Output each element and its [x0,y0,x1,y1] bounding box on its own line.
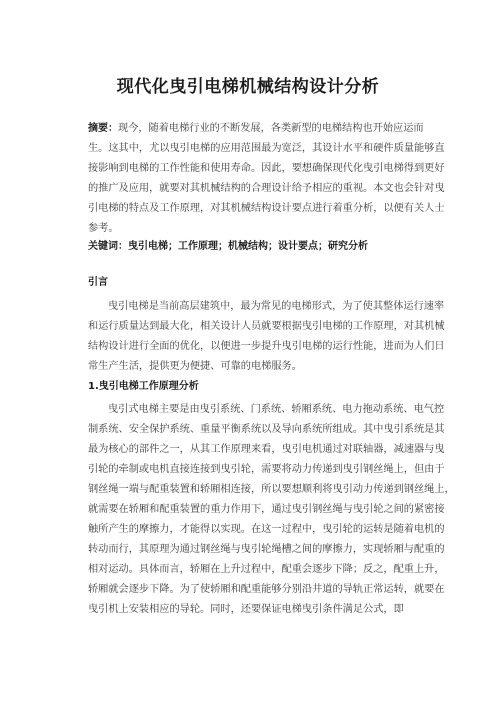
intro-line: 和运行质量达到最大化，相关设计人员就要根据曳引电梯的工作原理，对其机械 [88,321,445,332]
intro-paragraph [88,297,445,377]
intro-line: 结构设计进行全面的优化，以便进一步提升曳引电梯的运行性能，进而为人们日 [88,341,445,352]
section-1-paragraph [88,400,455,620]
intro-heading: 引言 [88,277,108,288]
abstract-line: 引电梯的特点及工作原理，对其机械结构设计要点进行着重分析，以便有关人士 [88,203,445,214]
abstract-line: 接影响到电梯的工作性能和使用寿命。因此，要想确保现代化曳引电梯得到更好 [88,163,445,174]
abstract-first-line [88,119,424,139]
section-1-line: 轿厢就会逐步下降。为了使轿厢和配重能够分别沿井道的导轨正常运转，就要在 [88,584,445,595]
section-1-heading: 1.曳引电梯工作原理分析 [88,381,199,392]
paper-title: 现代化曳引电梯机械结构设计分析 [116,77,380,97]
section-1-line: 相对运动。具体而言，轿厢在上升过程中，配重会逐步下降；反之，配重上升， [88,564,445,575]
section-1-line: 钢丝绳一端与配重装置和轿厢相连接，所以要想顺利将曳引动力传递到钢丝绳上， [88,484,455,495]
section-1-line: 就需要在轿厢和配重装置的重力作用下，通过曳引钢丝绳与曳引轮之间的紧密接 [88,504,445,515]
section-1-line: 触所产生的摩擦力，才能得以实现。在这一过程中，曳引轮的运转是随着电机的 [88,524,445,535]
abstract-line: 参考。 [88,223,119,234]
section-1-line: 曳引机上安装相应的导轮。同时，还要保证电梯曳引条件满足公式，即 [88,604,404,615]
abstract-paragraph [88,119,445,239]
abstract-line: 的推广及应用，就要对其机械结构的合理设计给予相应的重视。本文也会针对曳 [88,183,445,194]
keywords-line: 关键词：曳引电梯；工作原理；机械结构；设计要点；研究分析 [88,241,368,252]
section-1-line: 转动而行，其原理为通过钢丝绳与曳引轮绳槽之间的摩擦力，实现轿厢与配重的 [88,544,445,555]
abstract-line: 生。这其中，尤以曳引电梯的应用范围最为宽泛，其设计水平和硬件质量能够直 [88,143,445,154]
section-1-line: 最为核心的部件之一，从其工作原理来看，曳引电机通过对联轴器，减速器与曳 [88,444,445,455]
section-1-line: 制系统、安全保护系统、重量平衡系统以及导向系统所组成。其中曳引系统是其 [88,424,445,435]
section-1-line: 曳引式电梯主要是由曳引系统、门系统、轿厢系统、电力拖动系统、电气控 [108,404,445,415]
abstract-label: 摘要： [88,123,118,134]
intro-line: 曳引电梯是当前高层建筑中，最为常见的电梯形式，为了使其整体运行速率 [108,301,445,312]
intro-line: 常生产生活，提供更为便捷、可靠的电梯服务。 [88,361,302,372]
section-1-line: 引轮的牵制或电机直接连接到曳引轮，需要将动力传递到曳引钢丝绳上，但由于 [88,464,445,475]
abstract-first-line-text: 现今，随着电梯行业的不断发展，各类新型的电梯结构也开始应运而 [118,123,424,134]
